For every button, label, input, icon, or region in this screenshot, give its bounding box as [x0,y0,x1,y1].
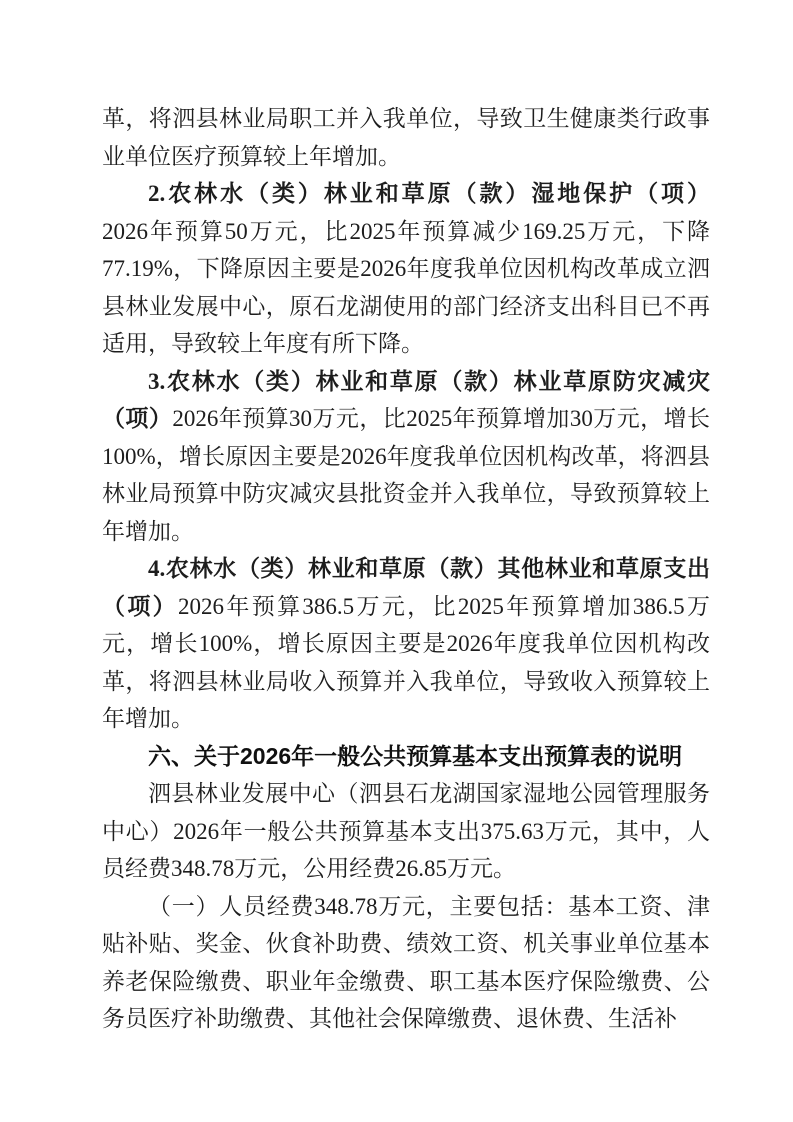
para-personnel-expense-detail [102,888,710,1038]
text-run: 员经费348.78万元，公用经费26.85万元。 [102,856,516,881]
bold-text-run: 4.农林水（类）林业和草原（款）其他林业和草原支出 [148,556,710,581]
text-run: 年增加。 [102,706,194,731]
text-run: 2026年预算386.5万元，比2025年预算增加386.5万 [178,593,710,619]
bold-text-run: （项） [102,593,179,619]
text-line [102,513,710,551]
text-line [102,775,710,813]
text-run: 年增加。 [102,518,194,544]
text-run: 林业局预算中防灾减灾县批资金并入我单位，导致预算较上 [102,481,710,506]
text-run: 业单位医疗预算较上年增加。 [102,143,401,169]
text-line [102,700,710,738]
text-run: 2026年预算30万元，比2025年预算增加30万元，增长 [172,406,710,431]
text-run: 革，将泗县林业局职工并入我单位，导致卫生健康类行政事 [102,106,710,131]
text-line [102,400,710,438]
text-run: （一）人员经费348.78万元，主要包括：基本工资、津 [148,893,710,919]
text-run: 贴补贴、奖金、伙食补助费、绩效工资、机关事业单位基本 [102,931,710,956]
para-item2-wetland-protection [102,175,710,363]
text-line [102,175,710,213]
text-line [102,963,710,1001]
para-item1-continuation [102,100,710,175]
text-line [102,288,710,326]
text-line [102,1000,710,1038]
bold-text-run: （项） [102,406,173,431]
bold-text-run: 2.农林水（类）林业和草原（款）湿地保护（项） [148,181,710,206]
text-run: 元，增长100%，增长原因主要是2026年度我单位因机构改 [102,631,710,656]
text-line [102,100,710,138]
text-line [102,475,710,513]
text-line [102,213,710,251]
text-line [102,250,710,288]
bold-text-run: 六、关于2026年一般公共预算基本支出预算表的说明 [148,742,683,769]
text-run: 务员医疗补助缴费、其他社会保障缴费、退休费、生活补 [102,1006,677,1031]
document-content [102,100,710,1038]
heading-section-6 [102,738,710,776]
text-line [102,925,710,963]
text-line [102,625,710,663]
para-item4-other-forestry-expense [102,550,710,738]
text-run: 县林业发展中心，原石龙湖使用的部门经济支出科目已不再 [102,293,710,319]
text-line [102,888,710,926]
text-run: 中心）2026年一般公共预算基本支出375.63万元，其中，人 [102,818,710,844]
text-run: 77.19%，下降原因主要是2026年度我单位因机构改革成立泗 [102,256,710,281]
text-line [102,550,710,588]
text-line [102,738,710,776]
text-line [102,363,710,401]
text-run: 100%，增长原因主要是2026年度我单位因机构改革，将泗县 [102,443,710,469]
text-line [102,325,710,363]
para-item3-disaster-prevention [102,363,710,551]
bold-text-run: 3.农林水（类）林业和草原（款）林业草原防灾减灾 [148,368,710,394]
text-run: 养老保险缴费、职业年金缴费、职工基本医疗保险缴费、公 [102,968,710,994]
text-line [102,850,710,888]
text-line [102,813,710,851]
text-line [102,663,710,701]
text-run: 革，将泗县林业局收入预算并入我单位，导致收入预算较上 [102,668,710,694]
text-line [102,588,710,626]
text-run: 2026年预算50万元，比2025年预算减少169.25万元，下降 [102,218,710,244]
text-run: 泗县林业发展中心（泗县石龙湖国家湿地公园管理服务 [148,781,710,806]
text-line [102,438,710,476]
text-line [102,138,710,176]
text-run: 适用，导致较上年度有所下降。 [102,331,424,356]
para-basic-expense-summary [102,775,710,888]
